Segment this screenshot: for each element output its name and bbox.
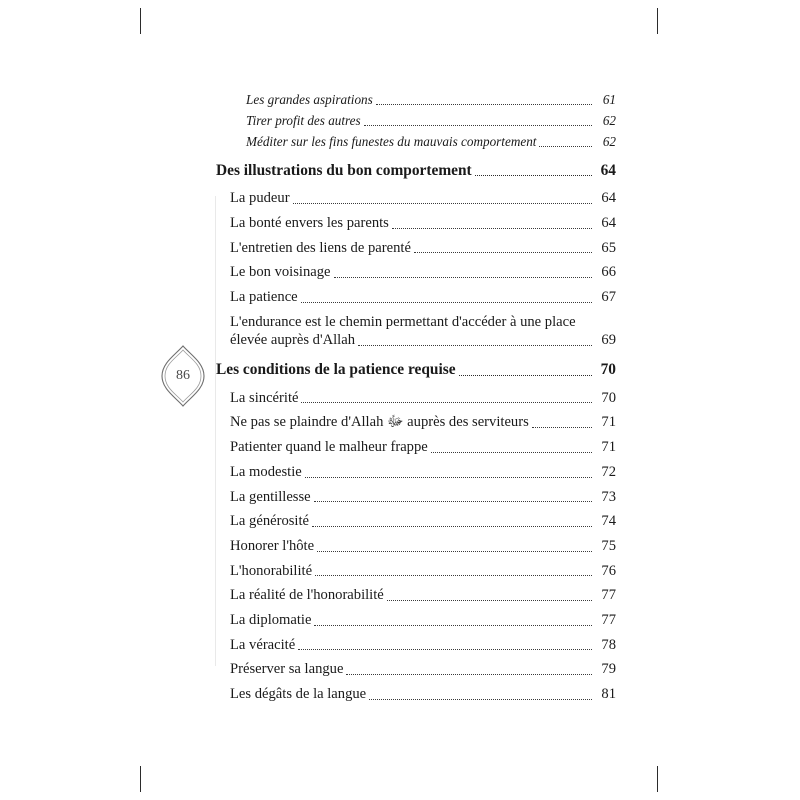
toc-entry[interactable] <box>196 413 616 432</box>
toc-entry-label: Préserver sa langue <box>230 661 344 678</box>
toc-entry[interactable] <box>196 189 616 208</box>
toc-entry[interactable] <box>196 134 616 151</box>
toc-entry-label: Des illustrations du bon comportement <box>216 161 472 179</box>
toc-entry-page: 79 <box>601 661 616 678</box>
toc-entry-page: 69 <box>601 332 616 349</box>
toc-leader-dots <box>312 526 592 527</box>
toc-leader-dots <box>346 674 592 675</box>
toc-leader-dots <box>293 203 592 204</box>
toc-leader-dots <box>314 501 592 502</box>
toc-entry-page: 77 <box>601 611 616 628</box>
toc-entry[interactable] <box>196 263 616 282</box>
toc-entry-label: Le bon voisinage <box>230 264 331 281</box>
toc-entry-page: 64 <box>600 161 616 179</box>
toc-entry-label: Patienter quand le malheur frappe <box>230 439 428 456</box>
toc-entry-page: 77 <box>601 587 616 604</box>
toc-entry-page: 73 <box>601 488 616 505</box>
toc-entry-page: 81 <box>601 685 616 702</box>
toc-entry-page: 61 <box>602 92 616 107</box>
toc-entry-label: Les conditions de la patience requise <box>216 361 456 379</box>
toc-entry-label: La bonté envers les parents <box>230 215 389 232</box>
toc-entry-label-line2: élevée auprès d'Allah <box>230 332 355 349</box>
toc-entry-label: La patience <box>230 289 298 306</box>
toc-entry-label: L'honorabilité <box>230 562 313 579</box>
toc-entry-page: 71 <box>601 439 616 456</box>
toc-entry-page: 67 <box>601 289 616 306</box>
toc-entry[interactable] <box>196 313 616 350</box>
toc-entry-page: 66 <box>601 264 616 281</box>
toc-entry[interactable] <box>196 586 616 605</box>
toc-entry-label: La véracité <box>230 636 296 653</box>
toc-entry[interactable] <box>196 389 616 408</box>
table-of-contents <box>196 92 616 710</box>
toc-entry-label: La générosité <box>230 513 310 530</box>
toc-entry[interactable] <box>196 463 616 482</box>
toc-leader-dots <box>301 302 592 303</box>
toc-entry-page: 74 <box>601 513 616 530</box>
toc-entry-page: 65 <box>601 239 616 256</box>
toc-entry-label: La gentillesse <box>230 488 311 505</box>
toc-entry-label: La sincérité <box>230 389 299 406</box>
toc-entry[interactable] <box>196 360 616 380</box>
toc-leader-dots <box>358 345 592 346</box>
toc-leader-dots <box>387 600 592 601</box>
toc-entry-page: 78 <box>601 636 616 653</box>
toc-entry-page: 70 <box>601 389 616 406</box>
toc-entry[interactable] <box>196 512 616 531</box>
toc-entry-page: 64 <box>601 190 616 207</box>
toc-entry-label: Les dégâts de la langue <box>230 685 367 702</box>
toc-entry[interactable] <box>196 113 616 130</box>
toc-leader-dots <box>298 649 592 650</box>
toc-leader-dots <box>301 402 592 403</box>
toc-leader-dots <box>459 375 592 376</box>
toc-entry[interactable] <box>196 562 616 581</box>
toc-entry-page: 71 <box>601 414 616 431</box>
toc-entry[interactable] <box>196 438 616 457</box>
toc-leader-dots <box>532 427 592 428</box>
toc-leader-dots <box>431 452 592 453</box>
toc-entry[interactable] <box>196 239 616 258</box>
toc-entry-page: 70 <box>600 361 616 379</box>
toc-leader-dots <box>305 477 592 478</box>
toc-entry-page: 62 <box>602 112 616 128</box>
toc-entry-page: 75 <box>601 537 616 554</box>
toc-leader-dots <box>475 175 592 176</box>
toc-entry-label: Honorer l'hôte <box>230 537 315 554</box>
toc-entry[interactable] <box>196 488 616 507</box>
toc-leader-dots <box>376 104 592 105</box>
toc-entry[interactable] <box>196 92 616 109</box>
toc-entry[interactable] <box>196 288 616 307</box>
toc-leader-dots <box>317 551 592 552</box>
toc-leader-dots <box>392 228 592 229</box>
toc-entry[interactable] <box>196 161 616 181</box>
toc-leader-dots <box>364 125 592 126</box>
toc-entry-page: 64 <box>601 215 616 232</box>
toc-entry-label: La diplomatie <box>230 611 312 628</box>
toc-entry-label: La réalité de l'honorabilité <box>230 587 384 604</box>
toc-entry-page: 62 <box>602 133 616 149</box>
crop-mark-top-right <box>657 8 658 34</box>
toc-entry-label: La pudeur <box>230 190 290 207</box>
toc-entry-label: Les grandes aspirations <box>246 92 373 107</box>
toc-entry[interactable] <box>196 660 616 679</box>
toc-entry-page: 76 <box>601 562 616 579</box>
toc-leader-dots <box>334 277 592 278</box>
toc-entry[interactable] <box>196 611 616 630</box>
toc-entry-label: La modestie <box>230 463 302 480</box>
toc-entry[interactable] <box>196 537 616 556</box>
crop-mark-bottom-left <box>140 766 141 792</box>
crop-mark-bottom-right <box>657 766 658 792</box>
toc-leader-dots <box>315 575 592 576</box>
toc-entry-label: Ne pas se plaindre d'Allah ﷻ auprès des serviteurs <box>230 414 529 431</box>
toc-leader-dots <box>414 252 592 253</box>
page-folio-number: 86 <box>176 368 190 383</box>
toc-entry-label: L'endurance est le chemin permettant d'accéder à une place <box>230 313 576 330</box>
toc-entry-label: L'entretien des liens de parenté <box>230 239 411 256</box>
toc-entry-label: Tirer profit des autres <box>246 112 361 128</box>
toc-entry-page: 72 <box>601 463 616 480</box>
toc-leader-dots <box>369 699 592 700</box>
toc-entry[interactable] <box>196 685 616 704</box>
toc-entry-label: Méditer sur les fins funestes du mauvais comportement <box>246 133 537 149</box>
toc-entry[interactable] <box>196 214 616 233</box>
toc-leader-dots <box>539 146 592 147</box>
toc-entry[interactable] <box>196 636 616 655</box>
toc-leader-dots <box>314 625 592 626</box>
crop-mark-top-left <box>140 8 141 34</box>
